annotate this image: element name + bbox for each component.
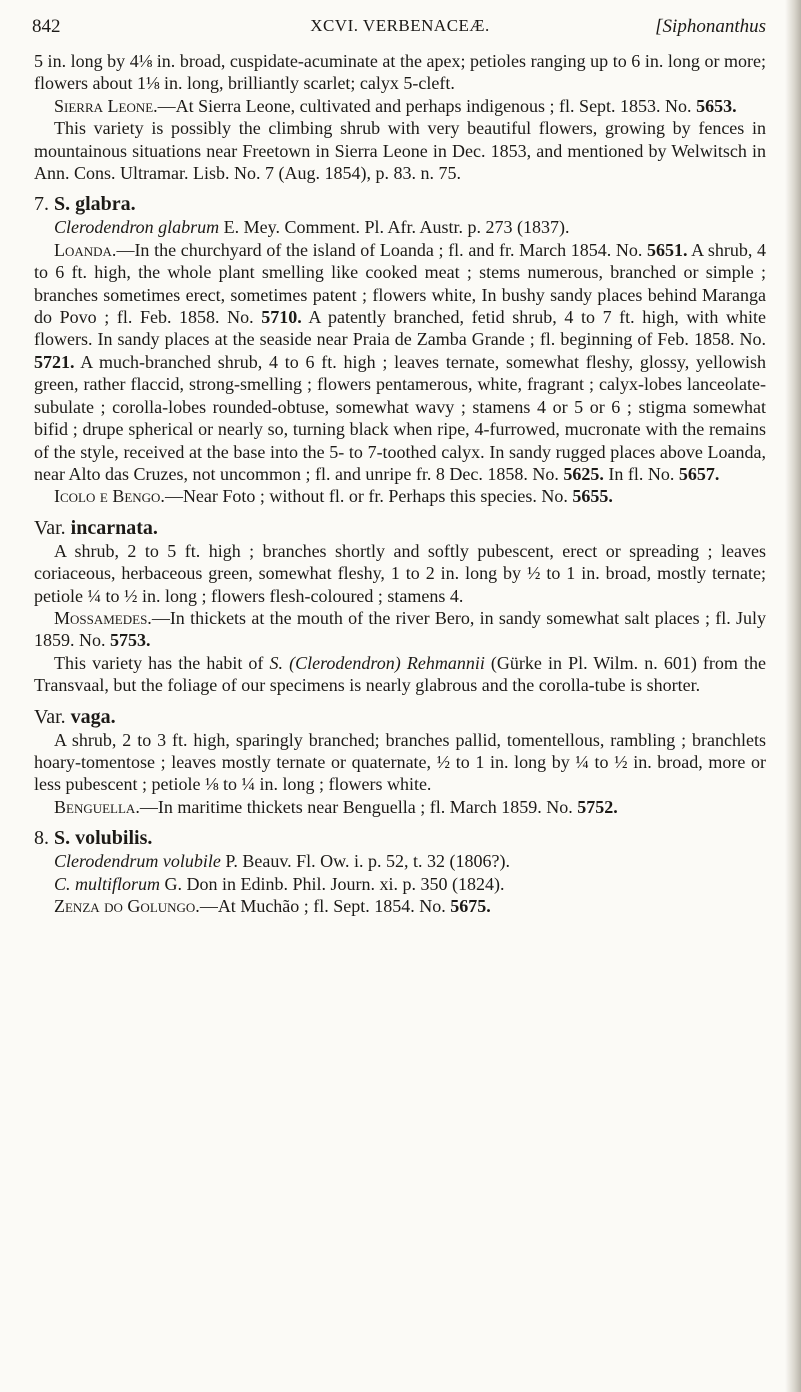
locality-name: Zenza do Golungo. xyxy=(54,896,200,916)
running-header xyxy=(34,16,766,50)
synonym-8b: C. multiflorum G. Don in Edinb. Phil. Journ. xi. p. 350 (1824). xyxy=(54,873,505,894)
locality-icolo-e-bengo: Icolo e Bengo.—Near Foto ; without fl. or fr. Perhaps this species. No. 5655. xyxy=(54,486,613,507)
specimen-number: 5653. xyxy=(696,95,737,116)
locality-zenza-do-golungo: Zenza do Golungo.—At Muchão ; fl. Sept. 1854. No. 5675. xyxy=(54,896,491,916)
paragraph-incarnata-note: This variety has the habit of S. (Clerodendron) Rehmannii (Gürke in Pl. Wilm. n. 601) from the Transvaal, but the foliage of our specimens is nearly glabrous and the corolla-tube is shorter. xyxy=(34,652,766,696)
specimen-number: 5710. xyxy=(261,307,302,328)
locality-name: Benguella. xyxy=(54,796,140,817)
locality-name: Mossamedes. xyxy=(54,607,152,628)
variety-heading-vaga: Var. vaga. xyxy=(34,705,116,728)
variety-heading-incarnata: Var. incarnata. xyxy=(34,516,158,539)
description-vaga: A shrub, 2 to 3 ft. high, sparingly branched; branches pallid, tomentellous, rambling ; branchlets hoary-tomentose ; leaves mostly ternate or quaternate, ½ to 1 in. long by ¼ to ½ in. broad, more or less pubescent ; petiole ⅛ to ¼ in. long ; flowers white. xyxy=(34,729,766,795)
locality-benguella: Benguella.—In maritime thickets near Benguella ; fl. March 1859. No. 5752. xyxy=(54,796,618,817)
locality-name: Loanda. xyxy=(54,239,117,260)
specimen-number: 5657. xyxy=(678,463,720,484)
specimen-number: 5651. xyxy=(647,239,688,260)
locality-name: Sierra Leone. xyxy=(54,95,158,116)
page xyxy=(34,16,766,917)
paragraph-1: 5 in. long by 4⅛ in. broad, cuspidate-acuminate at the apex; petioles ranging up to 6 in. long or more; flowers about 1⅛ in. long, brilliantly scarlet; calyx 5-cleft. xyxy=(34,51,766,94)
locality-name: Icolo e Bengo. xyxy=(54,486,165,507)
genus-title: [Siphonanthus xyxy=(655,16,766,37)
description-incarnata: A shrub, 2 to 5 ft. high ; branches shortly and softly pubescent, erect or spreading ; leaves coriaceous, herbaceous green, somewhat fleshy, 1 to 2 in. long by ½ to 1 in. broad, mostly ternate; petiole ¼ to ½ in. long ; flowers flesh-coloured ; stamens 4. xyxy=(34,540,766,606)
locality-sierra-leone: Sierra Leone.—At Sierra Leone, cultivated and perhaps indigenous ; fl. Sept. 1853. No. 5653. xyxy=(54,95,737,116)
page-number: 842 xyxy=(32,16,61,37)
specimen-number: 5752. xyxy=(577,796,618,817)
page-edge-shadow xyxy=(785,0,801,1392)
specimen-number: 5675. xyxy=(450,896,491,916)
specimen-number: 5655. xyxy=(572,486,613,507)
locality-mossamedes: Mossamedes.—In thickets at the mouth of the river Bero, in sandy somewhat salt places ; fl. July 1859. No. 5753. xyxy=(34,607,766,651)
paragraph-variety-note: This variety is possibly the climbing shrub with very beautiful flowers, growing by fences in mountainous situations near Freetown in Sierra Leone in Dec. 1853, and mentioned by Welwitsch in Ann. Cons. Ultramar. Lisb. No. 7 (Aug. 1854), p. 83. n. 75. xyxy=(34,118,766,184)
species-heading-8: 8. S. volubilis. xyxy=(34,827,153,850)
specimen-number: 5753. xyxy=(110,630,151,651)
synonym-8a: Clerodendrum volubile P. Beauv. Fl. Ow. i. p. 52, t. 32 (1806?). xyxy=(54,851,510,872)
specimen-number: 5721. xyxy=(34,351,75,372)
synonym-7: Clerodendron glabrum E. Mey. Comment. Pl. Afr. Austr. p. 273 (1837). xyxy=(54,217,570,238)
section-title: XCVI. VERBENACEÆ. xyxy=(310,16,490,35)
species-heading-7: 7. S. glabra. xyxy=(34,193,136,216)
specimen-number: 5625. xyxy=(563,463,604,484)
locality-loanda: Loanda.—In the churchyard of the island of Loanda ; fl. and fr. March 1854. No. 5651. A shrub, 4 to 6 ft. high, the whole plant smelling like cooked meat ; stems numerous, branched or simple ; branches sometimes erect, sometimes patent ; flowers white, In bushy sandy places behind Maranga do Povo ; fl. Feb. 1858. No. 5710. A patently branched, fetid shrub, 4 to 7 ft. high, with white flowers. In sandy places at the seaside near Praia de Zamba Grande ; fl. beginning of Feb. 1858. No. 5721. A much-branched shrub, 4 to 6 ft. high ; leaves ternate, somewhat fleshy, glossy, yellowish green, rather flaccid, strong-smelling ; flowers pentamerous, white, fragrant ; calyx-lobes lanceolate-subulate ; corolla-lobes rounded-obtuse, somewhat wavy ; stamens 4 or 5 or 6 ; stigma somewhat bifid ; drupe spherical or nearly so, turning black when ripe, 4-furrowed, mucronate with the remains of the style, received at the base into the 5- to 7-toothed calyx. In sandy rugged places above Loanda, near Alto das Cruzes, not uncommon ; fl. and unripe fr. 8 Dec. 1858. No. 5625. In fl. No. 5657. xyxy=(34,239,766,484)
